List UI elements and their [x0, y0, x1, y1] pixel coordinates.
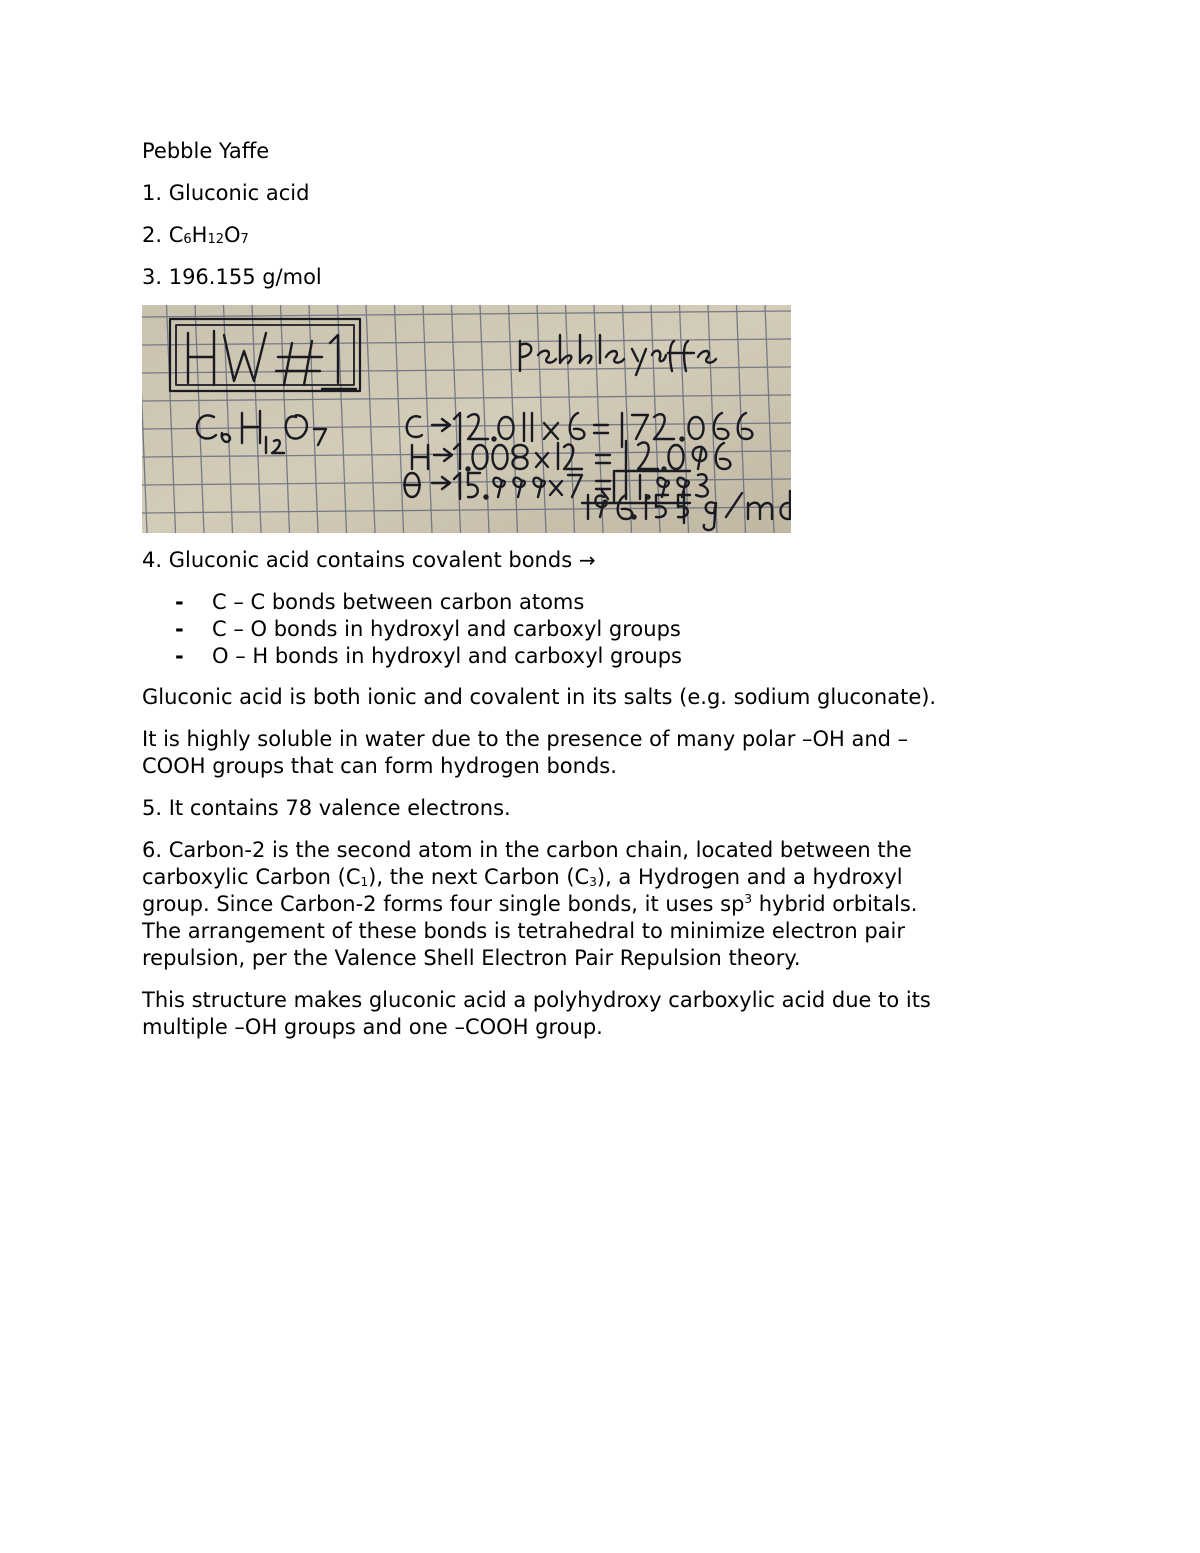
answer-6-line-2a: carboxylic Carbon (C [142, 865, 361, 889]
answer-6-line-3b: hybrid orbitals. [752, 892, 918, 916]
answer-3: 3. 196.155 g/mol [142, 265, 322, 289]
bond-text: C – C bonds between carbon atoms [212, 590, 585, 614]
list-item [142, 616, 1042, 643]
bullet-dash: - [175, 644, 184, 668]
ionic-covalent-line: Gluconic acid is both ionic and covalent in its salts (e.g. sodium gluconate). [142, 685, 937, 709]
answer-6-line-2b: ), the next Carbon (C [368, 865, 590, 889]
list-item [142, 589, 1042, 616]
answer-2-prefix: 2. [142, 223, 169, 247]
list-item [142, 643, 1042, 670]
formula-c-sub: 6 [183, 232, 192, 247]
subscript-1: 1 [360, 875, 369, 889]
answer-2-formula [142, 222, 1042, 249]
answer-6-line-2c: ), a Hydrogen and a hydroxyl [596, 865, 903, 889]
formula-o-sub: 7 [240, 232, 249, 247]
closing-paragraph [142, 987, 1042, 1041]
closing-line-1: This structure makes gluconic acid a polyhydroxy carboxylic acid due to its [142, 988, 931, 1012]
answer-6-line-3 [142, 891, 1042, 918]
answer-4-text: 4. Gluconic acid contains covalent bonds [142, 548, 573, 572]
document-page [142, 138, 1042, 1056]
formula-o: O [224, 223, 241, 247]
solubility-line-1: It is highly soluble in water due to the presence of many polar –OH and – [142, 727, 909, 751]
handwritten-calculation-photo [142, 305, 791, 533]
answer-6-line-3a: group. Since Carbon-2 forms four single bonds, it uses sp [142, 892, 745, 916]
answer-6-paragraph [142, 837, 1042, 972]
subscript-3: 3 [589, 875, 597, 889]
bond-text: C – O bonds in hydroxyl and carboxyl groups [212, 617, 681, 641]
answer-5: 5. It contains 78 valence electrons. [142, 796, 511, 820]
bullet-dash: - [175, 617, 184, 641]
answer-6-line-5: repulsion, per the Valence Shell Electron Pair Repulsion theory. [142, 946, 801, 970]
right-arrow-icon: → [578, 548, 596, 572]
graph-paper-background [142, 305, 791, 533]
formula-c: C [168, 223, 184, 247]
superscript-3: 3 [744, 892, 753, 906]
bond-list [142, 589, 1042, 670]
solubility-paragraph [142, 726, 1042, 780]
closing-line-2: multiple –OH groups and one –COOH group. [142, 1015, 603, 1039]
author-name: Pebble Yaffe [142, 139, 270, 163]
formula-h-sub: 12 [207, 232, 225, 247]
answer-1: 1. Gluconic acid [142, 181, 310, 205]
answer-4-intro [142, 547, 1042, 574]
solubility-line-2: COOH groups that can form hydrogen bonds. [142, 754, 617, 778]
answer-6-line-1: 6. Carbon-2 is the second atom in the carbon chain, located between the [142, 838, 912, 862]
formula-h: H [191, 223, 208, 247]
bond-text: O – H bonds in hydroxyl and carboxyl groups [212, 644, 682, 668]
bullet-dash: - [175, 590, 184, 614]
answer-6-line-2 [142, 864, 1042, 891]
answer-6-line-4: The arrangement of these bonds is tetrahedral to minimize electron pair [142, 919, 906, 943]
